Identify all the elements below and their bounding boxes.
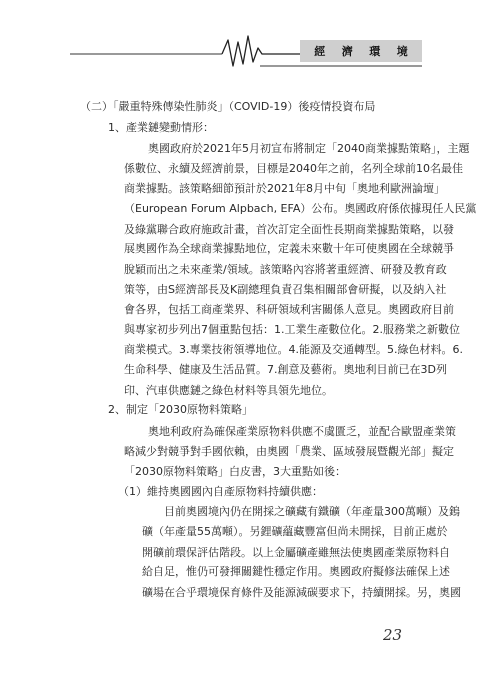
section-tag-char: 環 <box>369 45 381 58</box>
paragraph-line: 奧國政府於2021年5月初宣布將制定「2040商業據點策略」，主題 <box>148 141 470 155</box>
paragraph-line: 脫穎而出之未來產業/領域。該策略內容將著重經濟、研發及教育政 <box>124 262 447 276</box>
section-tag-char: 經 <box>314 45 326 58</box>
paragraph-line: 開礦前環保評估階段。以上金屬礦產雖無法使奧國產業原物料自 <box>142 545 450 559</box>
paragraph-line: 礦場在合乎環境保育條件及能源減碳要求下，持續開採。另，奧國 <box>142 586 461 599</box>
paragraph-line: 與專家初步列出7個重點包括：1.工業生產數位化。2.服務業之新數位 <box>124 322 460 336</box>
paragraph-line: 會各界，包括工商產業界、科研領域利害關係人意見。奧國政府目前 <box>124 303 454 317</box>
subsection-heading: 2、制定「2030原物料策略」 <box>108 403 253 417</box>
paragraph-line: 目前奧國境內仍在開採之礦藏有鐵礦（年產量300萬噸）及鎢 <box>164 505 460 519</box>
paragraph-line: 生命科學、健康及生活品質。7.創意及藝術。奧地利目前已在3D列 <box>124 363 447 377</box>
paragraph-line: 展奧國作為全球商業據點地位，定義未來數十年可使奧國在全球競爭 <box>124 242 454 256</box>
paragraph-line: （European Forum Alpbach, EFA）公布。奧國政府係依據現任人民黨 <box>124 201 477 215</box>
page-number: 23 <box>383 626 403 644</box>
paragraph-line: 礦（年產量55萬噸）。另鋰礦蘊藏豐富但尚未開採，目前正處於 <box>142 525 448 539</box>
paragraph-line: 策等，由S經濟部長及K副總理負責召集相關部會研擬，以及納入社 <box>124 282 447 296</box>
section-tag-char: 境 <box>396 45 408 58</box>
paragraph-line: 商業模式。3.專業技術領導地位。4.能源及交通轉型。5.綠色材料。6. <box>124 343 463 357</box>
paragraph-line: 及綠黨聯合政府施政計畫，首次訂定全面性長期商業據點策略，以發 <box>124 222 454 236</box>
paragraph-line: 奧地利政府為確保產業原物料供應不虞匱乏，並配合歐盟產業策 <box>148 424 456 438</box>
paragraph-line: 係數位、永續及經濟前景，目標是2040年之前，名列全球前10名最佳 <box>124 161 463 175</box>
paragraph-line: 給自足，惟仍可發揮關鍵性穩定作用。奧國政府擬修法確保上述 <box>142 565 450 579</box>
paragraph-line: 印、汽車供應鏈之綠色材料等具領先地位。 <box>124 383 333 397</box>
section-tag-char: 濟 <box>341 45 353 58</box>
paragraph-line: 「2030原物料策略」白皮書，3大重點如後： <box>124 465 346 479</box>
subsection-heading: 1、產業鏈變動情形： <box>108 120 214 134</box>
paragraph-line: 商業據點。該策略細節預計於2021年8月中旬「奧地利歐洲論壇」 <box>124 182 445 196</box>
section-heading: （二）「嚴重特殊傳染性肺炎」（COVID-19）後疫情投資布局 <box>80 100 376 113</box>
paragraph-line: 略減少對競爭對手國依賴，由奧國「農業、區域發展暨觀光部」擬定 <box>124 444 454 458</box>
item-heading: （1）維持奧國國內自產原物料持續供應： <box>118 484 323 498</box>
